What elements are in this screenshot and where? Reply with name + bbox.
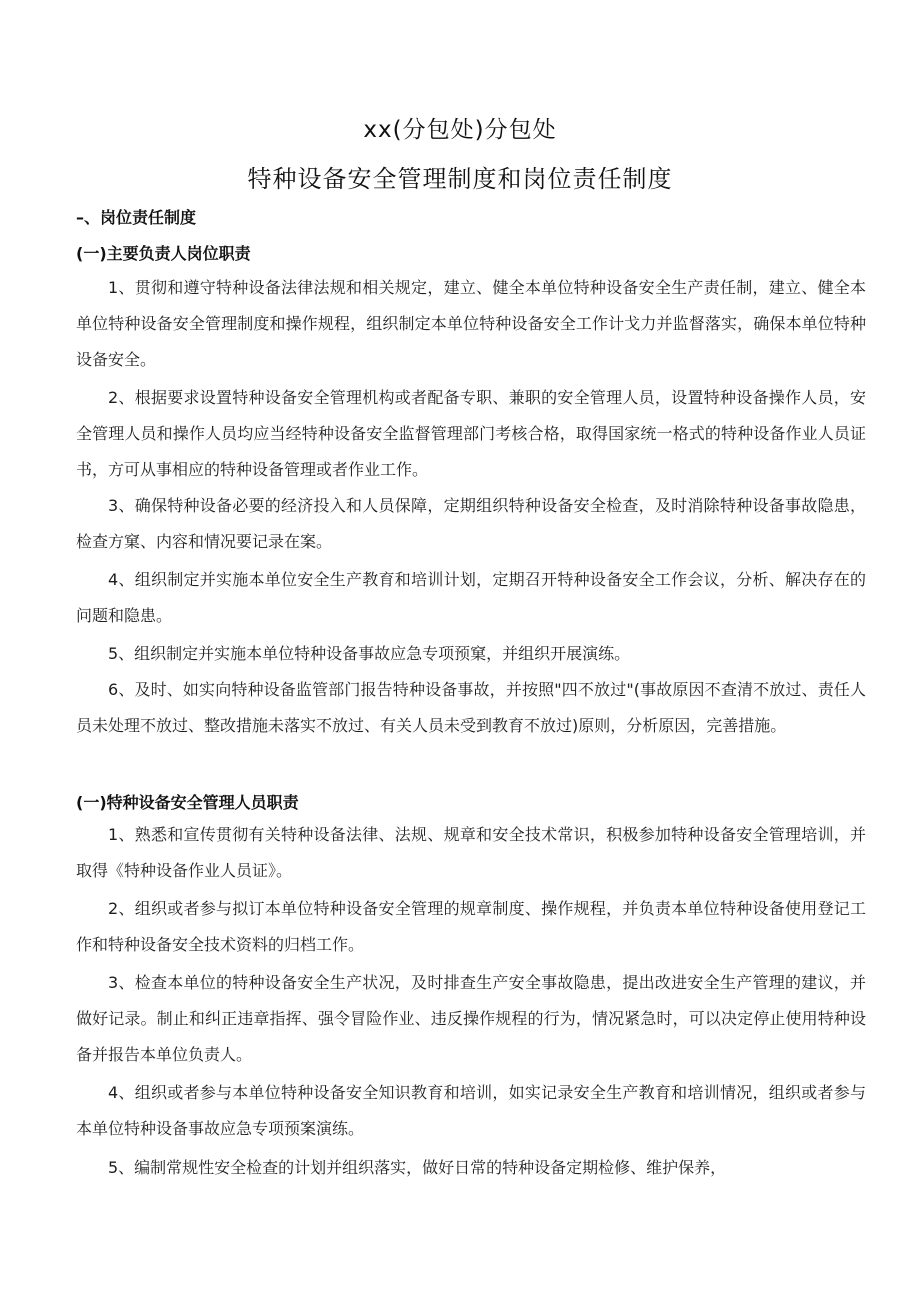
paragraph-principal-1: 1、贯彻和遵守特种设备法律法规和相关规定，建立、健全本单位特种设备安全生产责任制，建立、健全本单位特种设备安全管理制度和操作规程，组织制定本单位特种设备安全工作计戈力并监督落实，确保本单位特种设备安全。	[76, 278, 866, 369]
subsection-heading-safety-manager: (一)特种设备安全管理人员职责	[76, 793, 299, 812]
paragraph-manager-3: 3、检查本单位的特种设备安全生产状况，及时排查生产安全事故隐患，提出改进安全生产管理的建议，并做好记录。制止和纠正违章指挥、强令冒险作业、违反操作规程的行为，情况紧急时，可以决定停止使用特种设备并报告本单位负责人。	[76, 973, 866, 1064]
subsection-heading-principal: (一)主要负责人岗位职责	[76, 244, 251, 263]
paragraph-principal-4: 4、组织制定并实施本单位安全生产教育和培训计划，定期召开特种设备安全工作会议，分析、解决存在的问题和隐患。	[76, 570, 866, 625]
document-title-line1: xx(分包处)分包处	[363, 117, 557, 143]
paragraph-principal-5: 5、组织制定并实施本单位特种设备事故应急专项预窠，并组织开展演练。	[108, 644, 631, 663]
paragraph-manager-5: 5、编制常规性安全检查的计划并组织落实，做好日常的特种设备定期检修、维护保养，	[108, 1158, 727, 1177]
paragraph-principal-3: 3、确保特种设备必要的经济投入和人员保障，定期组织特种设备安全检查，及时消除特种设备事故隐患，检查方窠、内容和情况要记录在案。	[76, 496, 866, 551]
document-title-line2: 特种设备安全管理制度和岗位责任制度	[247, 165, 673, 193]
paragraph-manager-2: 2、组织或者参与拟订本单位特种设备安全管理的规章制度、操作规程，并负责本单位特种设备使用登记工作和特种设备安全技术资料的归档工作。	[76, 899, 866, 954]
paragraph-principal-2: 2、根据要求设置特种设备安全管理机构或者配备专职、兼职的安全管理人员，设置特种设备操作人员，安全管理人员和操作人员均应当经特种设备安全监督管理部门考核合格，取得国家统一格式的特种设备作业人员证书，方可从事相应的特种设备管理或者作业工作。	[76, 388, 866, 479]
paragraph-principal-6: 6、及时、如实向特种设备监管部门报告特种设备事故，并按照"四不放过"(事故原因不查清不放过、责任人员未处理不放过、整改措施未落实不放过、有关人员未受到教育不放过)原则，分析原因，完善措施。	[76, 680, 866, 735]
paragraph-manager-4: 4、组织或者参与本单位特种设备安全知识教育和培训，如实记录安全生产教育和培训情况，组织或者参与本单位特种设备事故应急专项预案演练。	[76, 1083, 866, 1138]
paragraph-manager-1: 1、熟悉和宣传贯彻有关特种设备法律、法规、规章和安全技术常识，积极参加特种设备安全管理培训，并取得《特种设备作业人员证》。	[76, 825, 866, 880]
section-heading-job-responsibility: –、岗位责任制度	[76, 208, 197, 227]
